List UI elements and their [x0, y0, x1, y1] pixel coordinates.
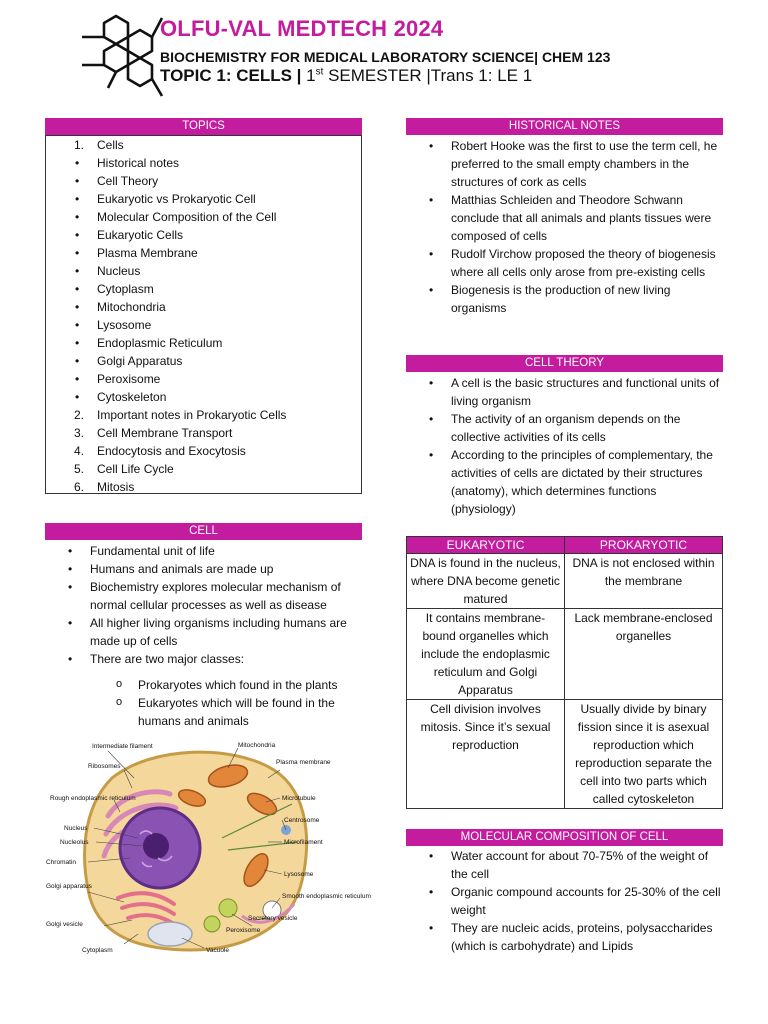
vacuole-shape [148, 922, 192, 946]
topic-item [75, 388, 357, 406]
list-item [451, 137, 723, 191]
molecular-header: MOLECULAR COMPOSITION OF CELL [406, 829, 723, 846]
list-item [451, 191, 723, 245]
topic-text: Nucleus [97, 264, 141, 278]
topic-text: Endoplasmic Reticulum [97, 336, 223, 350]
topic-item [75, 244, 357, 262]
list-item-text: According to the principles of complementary, the activities of cells are dictated by their structures (anatomy), which determines functions (physiology) [451, 448, 713, 516]
label-centrosome: Centrosome [284, 817, 320, 824]
topic-text: Cell Membrane Transport [97, 426, 233, 440]
topic-marker: • [75, 300, 80, 314]
list-item [90, 650, 366, 668]
topic-marker: 2. [74, 408, 85, 422]
list-item-text: There are two major classes: [90, 652, 245, 666]
semester-suffix: st [315, 66, 324, 78]
label-golgi-vesicle: Golgi vesicle [46, 921, 83, 928]
topic-item [74, 442, 357, 460]
list-item-text: Organic compound accounts for 25-30% of the cell weight [451, 885, 721, 917]
topic-text: Peroxisome [97, 372, 161, 386]
cell-theory-list [451, 374, 723, 518]
table-cell: Usually divide by binary fission since it is asexual reproduction which reproduction separate the cell into two parts which called cytoskeleton [565, 700, 723, 809]
topic-marker: • [75, 372, 80, 386]
list-item [451, 245, 723, 281]
topic-marker: • [75, 174, 80, 188]
topic-item [75, 280, 357, 298]
topic-text: Plasma Membrane [97, 246, 198, 260]
list-item [451, 374, 723, 410]
topic-marker: • [75, 246, 80, 260]
topic-marker: 4. [74, 444, 85, 458]
label-vacuole: Vacuole [206, 947, 230, 954]
topic-item [75, 370, 357, 388]
topic-item [75, 208, 357, 226]
historical-header: HISTORICAL NOTES [406, 118, 723, 135]
label-rough-er: Rough endoplasmic reticulum [50, 795, 136, 802]
topic-text: Lysosome [97, 318, 152, 332]
label-golgi-apparatus: Golgi apparatus [46, 883, 92, 890]
list-item [451, 446, 723, 518]
topic-marker: • [75, 156, 80, 170]
cell-theory-header: CELL THEORY [406, 355, 723, 372]
list-item [90, 578, 366, 614]
topics-header: TOPICS [45, 118, 362, 135]
list-item-text: A cell is the basic structures and functional units of living organism [451, 376, 720, 408]
topic-item [74, 478, 357, 496]
topic-text: Mitosis [97, 480, 135, 494]
topic-text: Cell Life Cycle [97, 462, 174, 476]
page-title: OLFU-VAL MEDTECH 2024 [160, 16, 444, 41]
cell-list [90, 542, 366, 668]
label-lysosome: Lysosome [284, 871, 314, 878]
topic-item [74, 424, 357, 442]
list-item-text: Biochemistry explores molecular mechanism of normal cellular processes as well as disease [90, 580, 341, 612]
list-item-text: Water account for about 70-75% of the weight of the cell [451, 849, 709, 881]
topic-item [75, 352, 357, 370]
eukaryotic-prokaryotic-table [406, 536, 723, 809]
topic-marker: 6. [74, 480, 85, 494]
topic-line [160, 66, 532, 86]
topics-box [45, 135, 362, 494]
cell-header: CELL [45, 523, 362, 540]
table-row [407, 609, 723, 700]
topic-item [75, 298, 357, 316]
topic-marker: • [75, 318, 80, 332]
list-item [90, 560, 366, 578]
label-smooth-er: Smooth endoplasmic reticulum [282, 893, 371, 900]
topic-marker: • [75, 192, 80, 206]
table-row [407, 554, 723, 609]
list-item-text: Eukaryotes which will be found in the humans and animals [138, 696, 335, 728]
table-header-prokaryotic: PROKARYOTIC [565, 537, 723, 554]
topic-marker: • [75, 282, 80, 296]
topic-text: Historical notes [97, 156, 180, 170]
nucleolus-shape [143, 833, 169, 859]
list-item [451, 847, 723, 883]
list-item [451, 410, 723, 446]
label-intermediate-filament: Intermediate filament [92, 743, 153, 750]
molecular-list [451, 847, 723, 955]
topic-text: Cells [97, 138, 124, 152]
list-item-text: Robert Hooke was the first to use the term cell, he preferred to the small empty chambers in the structures of cork as cells [451, 139, 718, 189]
list-item [90, 542, 366, 560]
semester-trans: SEMESTER |Trans 1: LE 1 [323, 66, 533, 85]
label-microfilament: Microfilament [284, 839, 323, 846]
topic-item [75, 334, 357, 352]
topic-item [75, 172, 357, 190]
label-mitochondria: Mitochondria [238, 742, 276, 749]
list-item [90, 614, 366, 650]
list-item [451, 919, 723, 955]
topic-marker: 3. [74, 426, 85, 440]
topic-item [75, 262, 357, 280]
list-item [138, 676, 358, 694]
list-item-text: All higher living organisms including humans are made up of cells [90, 616, 347, 648]
topic-item [75, 226, 357, 244]
topic-label: TOPIC 1: CELLS | [160, 66, 302, 85]
cell-sublist [138, 676, 358, 730]
table-cell: It contains membrane-bound organelles which include the endoplasmic reticulum and Golgi Apparatus [407, 609, 565, 700]
list-item-text: Matthias Schleiden and Theodore Schwann conclude that all animals and plants tissues were composed of cells [451, 193, 712, 243]
label-nucleus: Nucleus [64, 825, 88, 832]
historical-list [451, 137, 723, 317]
topic-text: Mitochondria [97, 300, 166, 314]
list-item [451, 883, 723, 919]
list-item-text: Biogenesis is the production of new living organisms [451, 283, 671, 315]
topic-text: Cytoskeleton [97, 390, 167, 404]
list-item [138, 694, 358, 730]
label-ribosomes: Ribosomes [88, 763, 121, 770]
list-item-text: They are nucleic acids, proteins, polysaccharides (which is carbohydrate) and Lipids [451, 921, 713, 953]
topic-marker: • [75, 336, 80, 350]
topic-marker: • [75, 228, 80, 242]
label-secretory-vesicle: Secretory vesicle [248, 915, 298, 922]
table-header-eukaryotic: EUKARYOTIC [407, 537, 565, 554]
table-cell: Cell division involves mitosis. Since it’s sexual reproduction [407, 700, 565, 809]
label-microtubule: Microtubule [282, 795, 316, 802]
label-nucleolus: Nucleolus [60, 839, 89, 846]
list-item-text: The activity of an organism depends on the collective activities of its cells [451, 412, 681, 444]
topic-item [74, 460, 357, 478]
table-cell: Lack membrane-enclosed organelles [565, 609, 723, 700]
topic-marker: • [75, 354, 80, 368]
topic-item [75, 316, 357, 334]
topic-marker: • [75, 210, 80, 224]
topic-text: Cytoplasm [97, 282, 154, 296]
list-item-text: Prokaryotes which found in the plants [138, 678, 338, 692]
topic-marker: • [75, 264, 80, 278]
topic-text: Molecular Composition of the Cell [97, 210, 277, 224]
topic-text: Important notes in Prokaryotic Cells [97, 408, 287, 422]
cell-diagram [42, 738, 371, 960]
topic-marker: 1. [74, 138, 85, 152]
course-subtitle: BIOCHEMISTRY FOR MEDICAL LABORATORY SCIENCE| CHEM 123 [160, 49, 611, 65]
list-item [451, 281, 723, 317]
topic-marker: 5. [74, 462, 85, 476]
topic-item [74, 136, 357, 154]
label-plasma-membrane: Plasma membrane [276, 759, 331, 766]
table-header-row [407, 537, 723, 554]
topic-item [74, 406, 357, 424]
label-chromatin: Chromatin [46, 859, 76, 866]
list-item-text: Fundamental unit of life [90, 544, 215, 558]
topic-text: Eukaryotic Cells [97, 228, 184, 242]
label-cytoplasm: Cytoplasm [82, 947, 113, 954]
topic-item [75, 154, 357, 172]
topic-marker: • [75, 390, 80, 404]
topic-text: Golgi Apparatus [97, 354, 183, 368]
table-cell: DNA is found in the nucleus, where DNA become genetic matured [407, 554, 565, 609]
topic-text: Eukaryotic vs Prokaryotic Cell [97, 192, 256, 206]
label-peroxisome: Peroxisome [226, 927, 261, 934]
table-row [407, 700, 723, 809]
topic-text: Cell Theory [97, 174, 159, 188]
topic-text: Endocytosis and Exocytosis [97, 444, 246, 458]
topics-list [74, 136, 357, 496]
semester-number: 1 [301, 66, 316, 85]
list-item-text: Rudolf Virchow proposed the theory of biogenesis where all cells only arose from pre-existing cells [451, 247, 716, 279]
list-item-text: Humans and animals are made up [90, 562, 274, 576]
topic-item [75, 190, 357, 208]
table-cell: DNA is not enclosed within the membrane [565, 554, 723, 609]
